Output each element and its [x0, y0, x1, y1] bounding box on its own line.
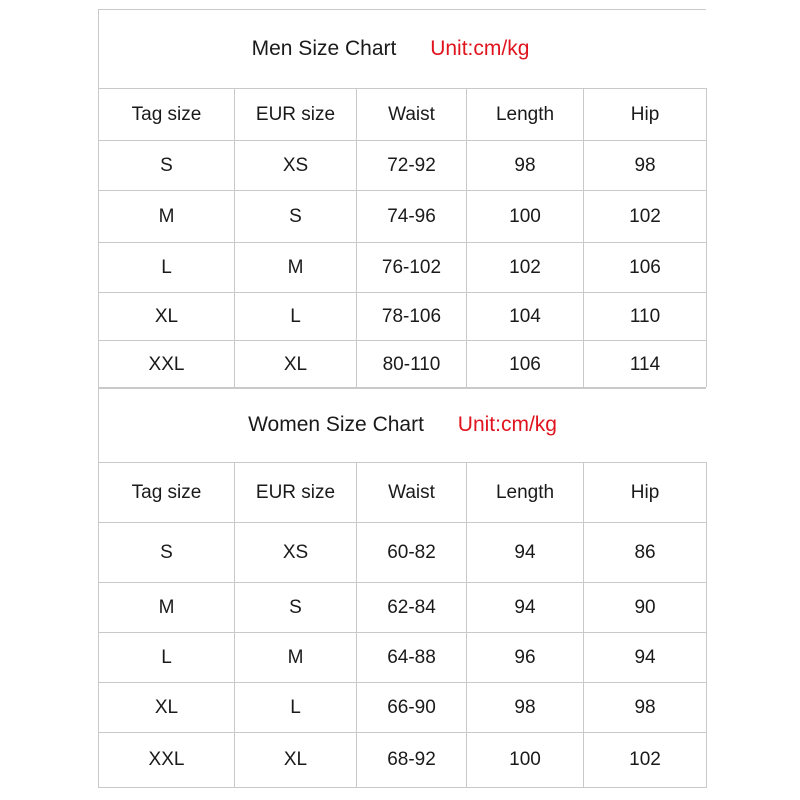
men-cell-eur: L: [235, 293, 357, 341]
men-cell-tag: L: [99, 243, 235, 293]
women-cell-waist: 68-92: [357, 733, 467, 788]
men-cell-hip: 114: [584, 341, 707, 389]
women-cell-length: 94: [467, 523, 584, 583]
women-cell-tag: S: [99, 523, 235, 583]
men-unit-label: Unit:cm/kg: [430, 37, 530, 60]
women-header-length: Length: [467, 463, 584, 523]
men-cell-length: 104: [467, 293, 584, 341]
men-cell-length: 98: [467, 141, 584, 191]
women-cell-waist: 60-82: [357, 523, 467, 583]
women-cell-tag: XXL: [99, 733, 235, 788]
women-cell-eur: XL: [235, 733, 357, 788]
women-cell-eur: M: [235, 633, 357, 683]
women-cell-length: 98: [467, 683, 584, 733]
table-row: [99, 341, 707, 389]
women-cell-waist: 62-84: [357, 583, 467, 633]
women-header-row: [99, 463, 707, 523]
women-unit-label: Unit:cm/kg: [457, 413, 557, 436]
women-cell-hip: 98: [584, 683, 707, 733]
women-cell-eur: XS: [235, 523, 357, 583]
men-cell-eur: XL: [235, 341, 357, 389]
men-cell-hip: 98: [584, 141, 707, 191]
men-cell-waist: 76-102: [357, 243, 467, 293]
table-row: [99, 141, 707, 191]
men-size-chart: [98, 9, 707, 389]
men-title-cell: [99, 10, 707, 89]
table-row: [99, 191, 707, 243]
men-cell-hip: 106: [584, 243, 707, 293]
men-header-tag-size: Tag size: [99, 89, 235, 141]
women-cell-waist: 64-88: [357, 633, 467, 683]
women-size-chart: [98, 387, 707, 788]
women-header-hip: Hip: [584, 463, 707, 523]
women-cell-hip: 94: [584, 633, 707, 683]
women-cell-waist: 66-90: [357, 683, 467, 733]
women-cell-hip: 102: [584, 733, 707, 788]
men-cell-waist: 78-106: [357, 293, 467, 341]
women-cell-length: 94: [467, 583, 584, 633]
men-cell-length: 102: [467, 243, 584, 293]
women-cell-eur: L: [235, 683, 357, 733]
men-cell-waist: 80-110: [357, 341, 467, 389]
men-cell-tag: XXL: [99, 341, 235, 389]
men-header-waist: Waist: [357, 89, 467, 141]
men-cell-hip: 110: [584, 293, 707, 341]
table-row: [99, 683, 707, 733]
men-cell-length: 100: [467, 191, 584, 243]
men-cell-length: 106: [467, 341, 584, 389]
women-header-waist: Waist: [357, 463, 467, 523]
men-chart-title: Men Size Chart: [251, 37, 397, 60]
men-cell-waist: 72-92: [357, 141, 467, 191]
women-cell-eur: S: [235, 583, 357, 633]
women-header-tag-size: Tag size: [99, 463, 235, 523]
women-cell-length: 100: [467, 733, 584, 788]
women-cell-hip: 90: [584, 583, 707, 633]
women-cell-length: 96: [467, 633, 584, 683]
women-title-cell: [99, 388, 707, 463]
table-row: [99, 733, 707, 788]
table-row: [99, 633, 707, 683]
men-cell-hip: 102: [584, 191, 707, 243]
men-cell-tag: M: [99, 191, 235, 243]
men-cell-eur: M: [235, 243, 357, 293]
men-cell-tag: S: [99, 141, 235, 191]
men-header-eur-size: EUR size: [235, 89, 357, 141]
men-header-row: [99, 89, 707, 141]
men-cell-eur: S: [235, 191, 357, 243]
men-header-hip: Hip: [584, 89, 707, 141]
table-row: [99, 293, 707, 341]
table-row: [99, 523, 707, 583]
men-cell-eur: XS: [235, 141, 357, 191]
women-cell-tag: L: [99, 633, 235, 683]
men-title-row: [99, 10, 707, 89]
women-title-row: [99, 388, 707, 463]
women-chart-title: Women Size Chart: [248, 413, 424, 436]
women-cell-tag: M: [99, 583, 235, 633]
women-header-eur-size: EUR size: [235, 463, 357, 523]
table-row: [99, 243, 707, 293]
men-cell-tag: XL: [99, 293, 235, 341]
women-cell-tag: XL: [99, 683, 235, 733]
table-row: [99, 583, 707, 633]
men-cell-waist: 74-96: [357, 191, 467, 243]
women-cell-hip: 86: [584, 523, 707, 583]
men-header-length: Length: [467, 89, 584, 141]
